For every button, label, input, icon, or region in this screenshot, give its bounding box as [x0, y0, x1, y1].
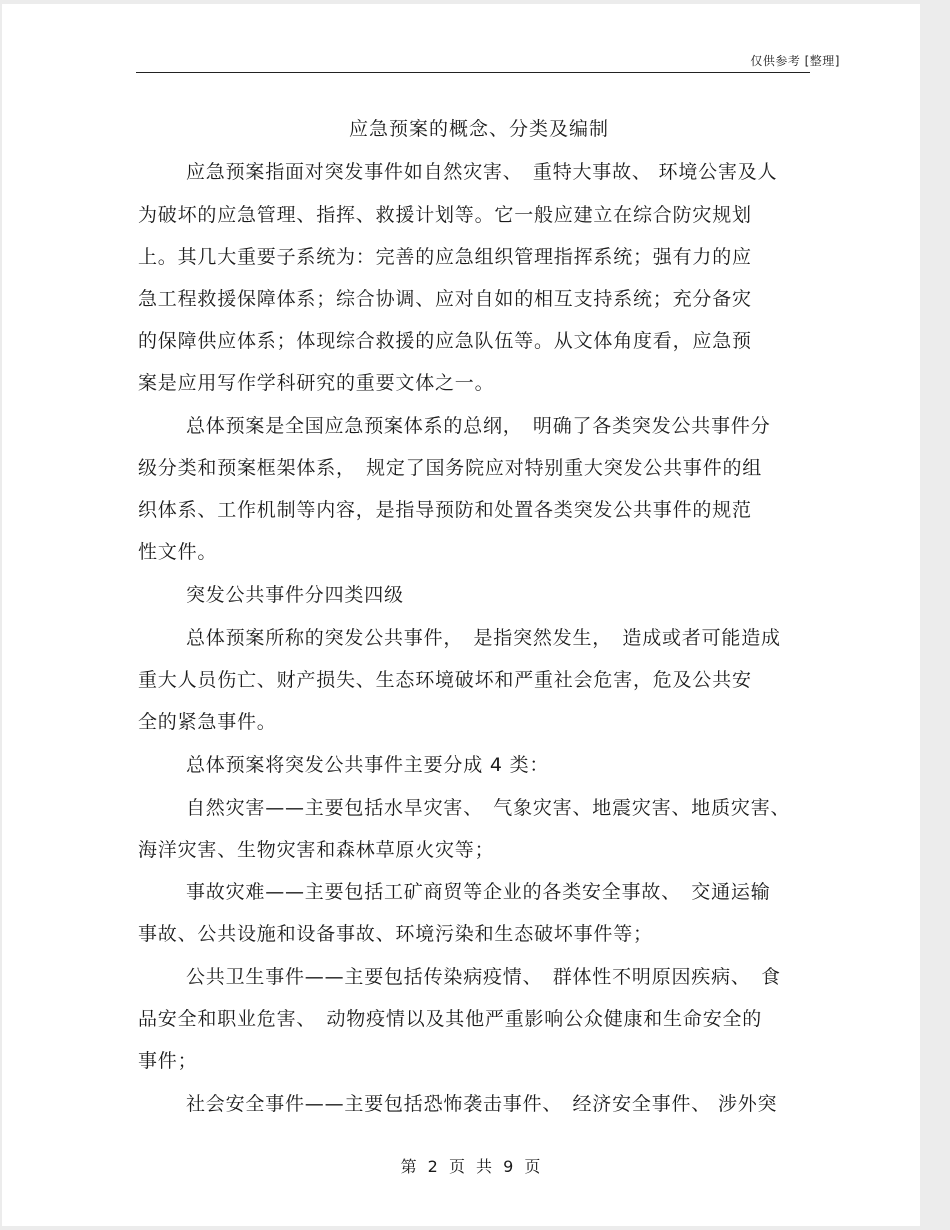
body-line: 应急预案指面对突发事件如自然灾害、 重特大事故、 环境公害及人 — [186, 161, 778, 183]
body-line: 总体预案是全国应急预案体系的总纲， 明确了各类突发公共事件分 — [186, 415, 771, 437]
body-line: 急工程救援保障体系；综合协调、应对自如的相互支持系统；充分备灾 — [138, 288, 752, 310]
body-line: 社会安全事件——主要包括恐怖袭击事件、 经济安全事件、 涉外突 — [186, 1093, 778, 1115]
body-line: 事故、公共设施和设备事故、环境污染和生态破坏事件等； — [138, 923, 653, 945]
document-page — [2, 4, 920, 1226]
body-line: 为破坏的应急管理、指挥、救援计划等。它一般应建立在综合防灾规划 — [138, 204, 752, 226]
body-line: 性文件。 — [138, 541, 218, 563]
body-line: 的保障供应体系；体现综合救援的应急队伍等。从文体角度看，应急预 — [138, 330, 752, 352]
body-line: 事件； — [138, 1050, 198, 1072]
body-line: 自然灾害——主要包括水旱灾害、 气象灾害、地震灾害、地质灾害、 — [186, 797, 791, 819]
body-line: 案是应用写作学科研究的重要文体之一。 — [138, 372, 495, 394]
body-line: 总体预案所称的突发公共事件， 是指突然发生， 造成或者可能造成 — [186, 627, 781, 649]
body-line: 公共卫生事件——主要包括传染病疫情、 群体性不明原因疾病、 食 — [186, 966, 781, 988]
body-line: 重大人员伤亡、财产损失、生态环境破坏和严重社会危害，危及公共安 — [138, 669, 752, 691]
body-line: 事故灾难——主要包括工矿商贸等企业的各类安全事故、 交通运输 — [186, 881, 771, 903]
body-line: 海洋灾害、生物灾害和森林草原火灾等； — [138, 839, 495, 861]
body-line: 织体系、工作机制等内容，是指导预防和处置各类突发公共事件的规范 — [138, 499, 752, 521]
body-line: 品安全和职业危害、 动物疫情以及其他严重影响公众健康和生命安全的 — [138, 1008, 763, 1030]
body-line: 全的紧急事件。 — [138, 711, 277, 733]
header-rule — [136, 72, 810, 73]
header-note: 仅供参考 [整理] — [750, 54, 840, 68]
body-line: 上。其几大重要子系统为：完善的应急组织管理指挥系统；强有力的应 — [138, 246, 752, 268]
body-line: 突发公共事件分四类四级 — [186, 584, 404, 606]
page-number: 第 2 页 共 9 页 — [400, 1157, 544, 1176]
body-line: 级分类和预案框架体系， 规定了国务院应对特别重大突发公共事件的组 — [138, 457, 763, 479]
body-line: 总体预案将突发公共事件主要分成 4 类： — [186, 754, 550, 776]
document-title: 应急预案的概念、分类及编制 — [348, 118, 609, 140]
